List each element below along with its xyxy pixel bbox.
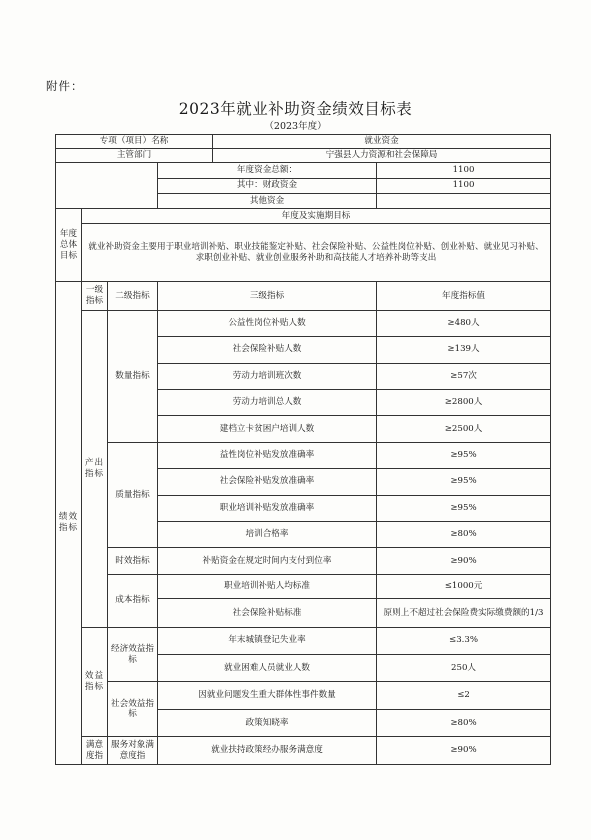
- dept-label: 主管部门: [56, 149, 213, 163]
- row-goal-text: [56, 224, 551, 282]
- col-level3-header: 三级指标: [158, 282, 377, 310]
- indicator-value: ≤2: [377, 682, 551, 709]
- indicator-name: 政策知晓率: [158, 709, 377, 736]
- table-row: [56, 442, 551, 468]
- table-row: [56, 548, 551, 574]
- group-service: 服务对象满意度指: [108, 737, 158, 765]
- fund-label: 其中：财政资金: [158, 178, 377, 193]
- performance-target-table: [55, 134, 551, 765]
- page-title: 2023年就业补助资金绩效目标表: [178, 100, 413, 118]
- indicator-value: ≥90%: [377, 548, 551, 574]
- level1-satisfaction: 满意度指: [82, 737, 108, 765]
- indicator-name: 公益性岗位补贴人数: [158, 310, 377, 336]
- indicator-value: ≥80%: [377, 709, 551, 736]
- dept-value: 宁强县人力资源和社会保障局: [213, 149, 551, 163]
- indicator-value: 250人: [377, 655, 551, 682]
- col-level2-header: 二级指标: [108, 282, 158, 310]
- group-quantity: 数量指标: [108, 310, 158, 442]
- indicator-name: 就业扶持政策经办服务满意度: [158, 737, 377, 765]
- table-row: [56, 737, 551, 765]
- fund-blank-cell: [56, 163, 158, 209]
- indicator-value: 原则上不超过社会保险费实际缴费额的1/3: [377, 599, 551, 627]
- indicator-name: 社会保险补贴人数: [158, 337, 377, 363]
- level1-output: 产出指标: [82, 310, 108, 627]
- indicator-value: ≥95%: [377, 442, 551, 468]
- table-row: [56, 682, 551, 709]
- indicator-name: 就业困难人员就业人数: [158, 655, 377, 682]
- indicator-value: ≥80%: [377, 521, 551, 547]
- goal-header: 年度及实施期目标: [82, 209, 551, 224]
- indicator-name: 职业培训补贴发放准确率: [158, 495, 377, 521]
- group-cost: 成本指标: [108, 574, 158, 627]
- col-level1-header: 一级指标: [82, 282, 108, 310]
- project-value: 就业资金: [213, 135, 551, 149]
- table-row: [56, 574, 551, 598]
- indicator-name: 因就业问题发生重大群体性事件数量: [158, 682, 377, 709]
- indicators-side-label: 绩效指标: [56, 282, 82, 765]
- table-row: [56, 310, 551, 336]
- col-value-header: 年度指标值: [377, 282, 551, 310]
- indicator-value: ≤1000元: [377, 574, 551, 598]
- row-department: [56, 149, 551, 163]
- indicator-name: 社会保险补贴标准: [158, 599, 377, 627]
- fund-value: 1100: [377, 163, 551, 178]
- indicator-name: 劳动力培训总人数: [158, 389, 377, 415]
- fund-label: 年度资金总额：: [158, 163, 377, 178]
- indicator-name: 社会保险补贴发放准确率: [158, 469, 377, 495]
- indicator-value: ≤3.3%: [377, 627, 551, 654]
- indicator-value: ≥90%: [377, 737, 551, 765]
- row-indicator-header: [56, 282, 551, 310]
- indicator-name: 建档立卡贫困户培训人数: [158, 416, 377, 442]
- indicator-value: ≥2800人: [377, 389, 551, 415]
- group-economic: 经济效益指标: [108, 627, 158, 682]
- level1-benefit: 效益指标: [82, 627, 108, 737]
- attachment-label: 附件：: [46, 79, 84, 93]
- row-goal-header: [56, 209, 551, 224]
- indicator-value: ≥95%: [377, 469, 551, 495]
- indicator-name: 益性岗位补贴发放准确率: [158, 442, 377, 468]
- group-social: 社会效益指标: [108, 682, 158, 737]
- indicator-name: 劳动力培训班次数: [158, 363, 377, 389]
- row-project: [56, 135, 551, 149]
- goal-side-label: 年度总体目标: [56, 209, 82, 282]
- page-subtitle: （2023年度）: [264, 121, 327, 132]
- indicator-value: ≥2500人: [377, 416, 551, 442]
- row-fund-total: [56, 163, 551, 178]
- indicator-name: 职业培训补贴人均标准: [158, 574, 377, 598]
- indicator-value: ≥95%: [377, 495, 551, 521]
- goal-text: 就业补助资金主要用于职业培训补贴、职业技能鉴定补贴、社会保险补贴、公益性岗位补贴、创业补贴、就业见习补贴、求职创业补贴、就业创业服务补助和高技能人才培养补助等支出: [82, 224, 551, 282]
- table-row: [56, 627, 551, 654]
- indicator-value: ≥480人: [377, 310, 551, 336]
- group-timeliness: 时效指标: [108, 548, 158, 574]
- group-quality: 质量指标: [108, 442, 158, 548]
- indicator-name: 培训合格率: [158, 521, 377, 547]
- indicator-value: ≥139人: [377, 337, 551, 363]
- fund-label: 其他资金: [158, 193, 377, 208]
- fund-value: [377, 193, 551, 208]
- indicator-name: 年末城镇登记失业率: [158, 627, 377, 654]
- fund-value: 1100: [377, 178, 551, 193]
- project-label: 专项（项目）名称: [56, 135, 213, 149]
- indicator-name: 补贴资金在规定时间内支付到位率: [158, 548, 377, 574]
- indicator-value: ≥57次: [377, 363, 551, 389]
